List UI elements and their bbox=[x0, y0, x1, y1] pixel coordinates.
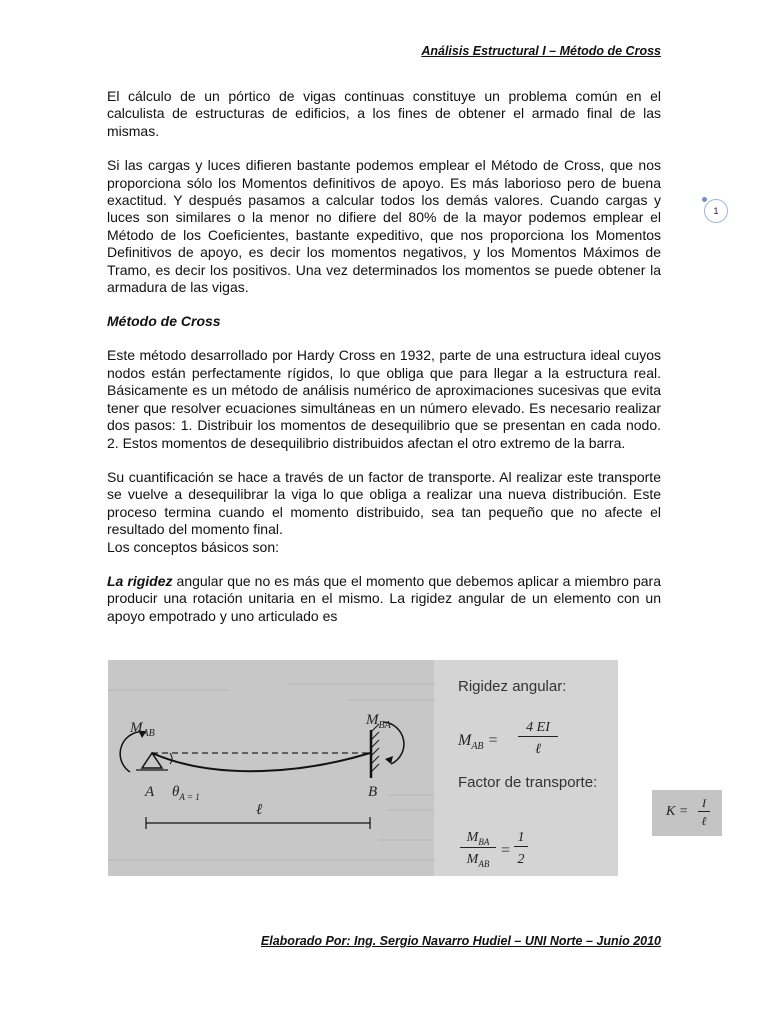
k-lhs: K = bbox=[666, 804, 689, 819]
node-label-b: B bbox=[368, 784, 378, 800]
page-header: Análisis Estructural I – Método de Cross bbox=[421, 44, 661, 58]
ratio-denominator: $M_{AB}$ bbox=[466, 852, 490, 869]
k-numerator: I bbox=[698, 796, 710, 812]
beam-diagram bbox=[108, 660, 434, 876]
rigidez-denominator: ℓ bbox=[535, 742, 541, 757]
ratio-value-denominator: 2 bbox=[517, 852, 525, 867]
k-formula-figure bbox=[652, 790, 722, 836]
span-label: ℓ bbox=[256, 802, 263, 818]
term-rigidez: La rigidez bbox=[107, 572, 173, 589]
paragraph-cuantificacion: Su cuantificación se hace a través de un factor de transporte. Al realizar este transporte se vuelve a desequilibrar la viga lo que obliga a realizar una nueva distribución. Este proceso termina cuando el momento distribuido, sea tan pequeño que no afecte el resultado del momento final. bbox=[107, 468, 661, 538]
rigidez-title: Rigidez angular: bbox=[458, 678, 567, 695]
ratio-value-numerator: 1 bbox=[514, 830, 528, 847]
rigidez-lhs: $M_{AB}$ = bbox=[458, 732, 499, 753]
section-heading: Método de Cross bbox=[107, 313, 221, 330]
moment-label-ba: $M_{BA}$ bbox=[366, 712, 391, 731]
theta-label: $\theta_{A = 1}$ bbox=[172, 784, 200, 802]
document-body bbox=[107, 88, 661, 625]
rigidez-numerator: 4 EI bbox=[518, 720, 558, 737]
paragraph-rigidez bbox=[107, 573, 661, 625]
node-label-a: A bbox=[145, 784, 155, 800]
paragraph-conceptos: Los conceptos básicos son: bbox=[107, 538, 279, 555]
paragraph-intro: El cálculo de un pórtico de vigas continuas constituye un problema común en el calculista de estructuras de edificios, a los fines de obtener el armado final de las mismas. bbox=[107, 88, 661, 139]
page-number: 1 bbox=[704, 199, 728, 223]
page-number-marker bbox=[702, 197, 707, 202]
beam-figure bbox=[108, 660, 618, 876]
transporte-title: Factor de transporte: bbox=[458, 774, 598, 791]
formula-panel: Rigidez angular: $M_{AB}$ = 4 EI ℓ Factor de transporte: $M_{BA}$ $M_{AB}$ = 1 2 bbox=[434, 660, 618, 876]
moment-label-ab: $M_{AB}$ bbox=[130, 720, 155, 739]
rigidez-definition: angular que no es más que el momento que debemos aplicar a miembro para producir una rotación unitaria en el mismo. La rigidez angular de un elemento con un apoyo empotrado y uno articulado es bbox=[107, 572, 661, 624]
ratio-numerator: $M_{BA}$ bbox=[460, 830, 496, 848]
k-denominator: ℓ bbox=[701, 814, 707, 828]
paragraph-cargas: Si las cargas y luces difieren bastante podemos emplear el Método de Cross, que nos proporciona sólo los Momentos definitivos de apoyo. Es más laborioso pero de buena exactitud. Y después pasamos a calcular todos los demás valores. Cuando cargas y luces son similares o la menor no difiere del 80% de la mayor podemos emplear el Método de los Coeficientes, bastante expeditivo, que nos proporciona los Momentos Definitivos de apoyo, es decir los momentos negativos, y los Momentos Máximos de Tramo, es decir los positivos. Una vez determinados los momentos se puede obtener la armadura de las vigas. bbox=[107, 157, 661, 296]
paragraph-hardy-cross: Este método desarrollado por Hardy Cross en 1932, parte de una estructura ideal cuyos nodos están perfectamente rígidos, lo que obliga que para llegar a la estructura real. Básicamente es un método de análisis numérico de aproximaciones sucesivas que evita tener que resolver ecuaciones simultáneas en un número elevado. Es necesario realizar dos pasos: 1. Distribuir los momentos de desequilibrio que se presentan en cada nodo. 2. Estos momentos de desequilibrio distribuidos afectan el otro extremo de la barra. bbox=[107, 347, 661, 451]
page-footer: Elaborado Por: Ing. Sergio Navarro Hudiel – UNI Norte – Junio 2010 bbox=[260, 934, 661, 948]
